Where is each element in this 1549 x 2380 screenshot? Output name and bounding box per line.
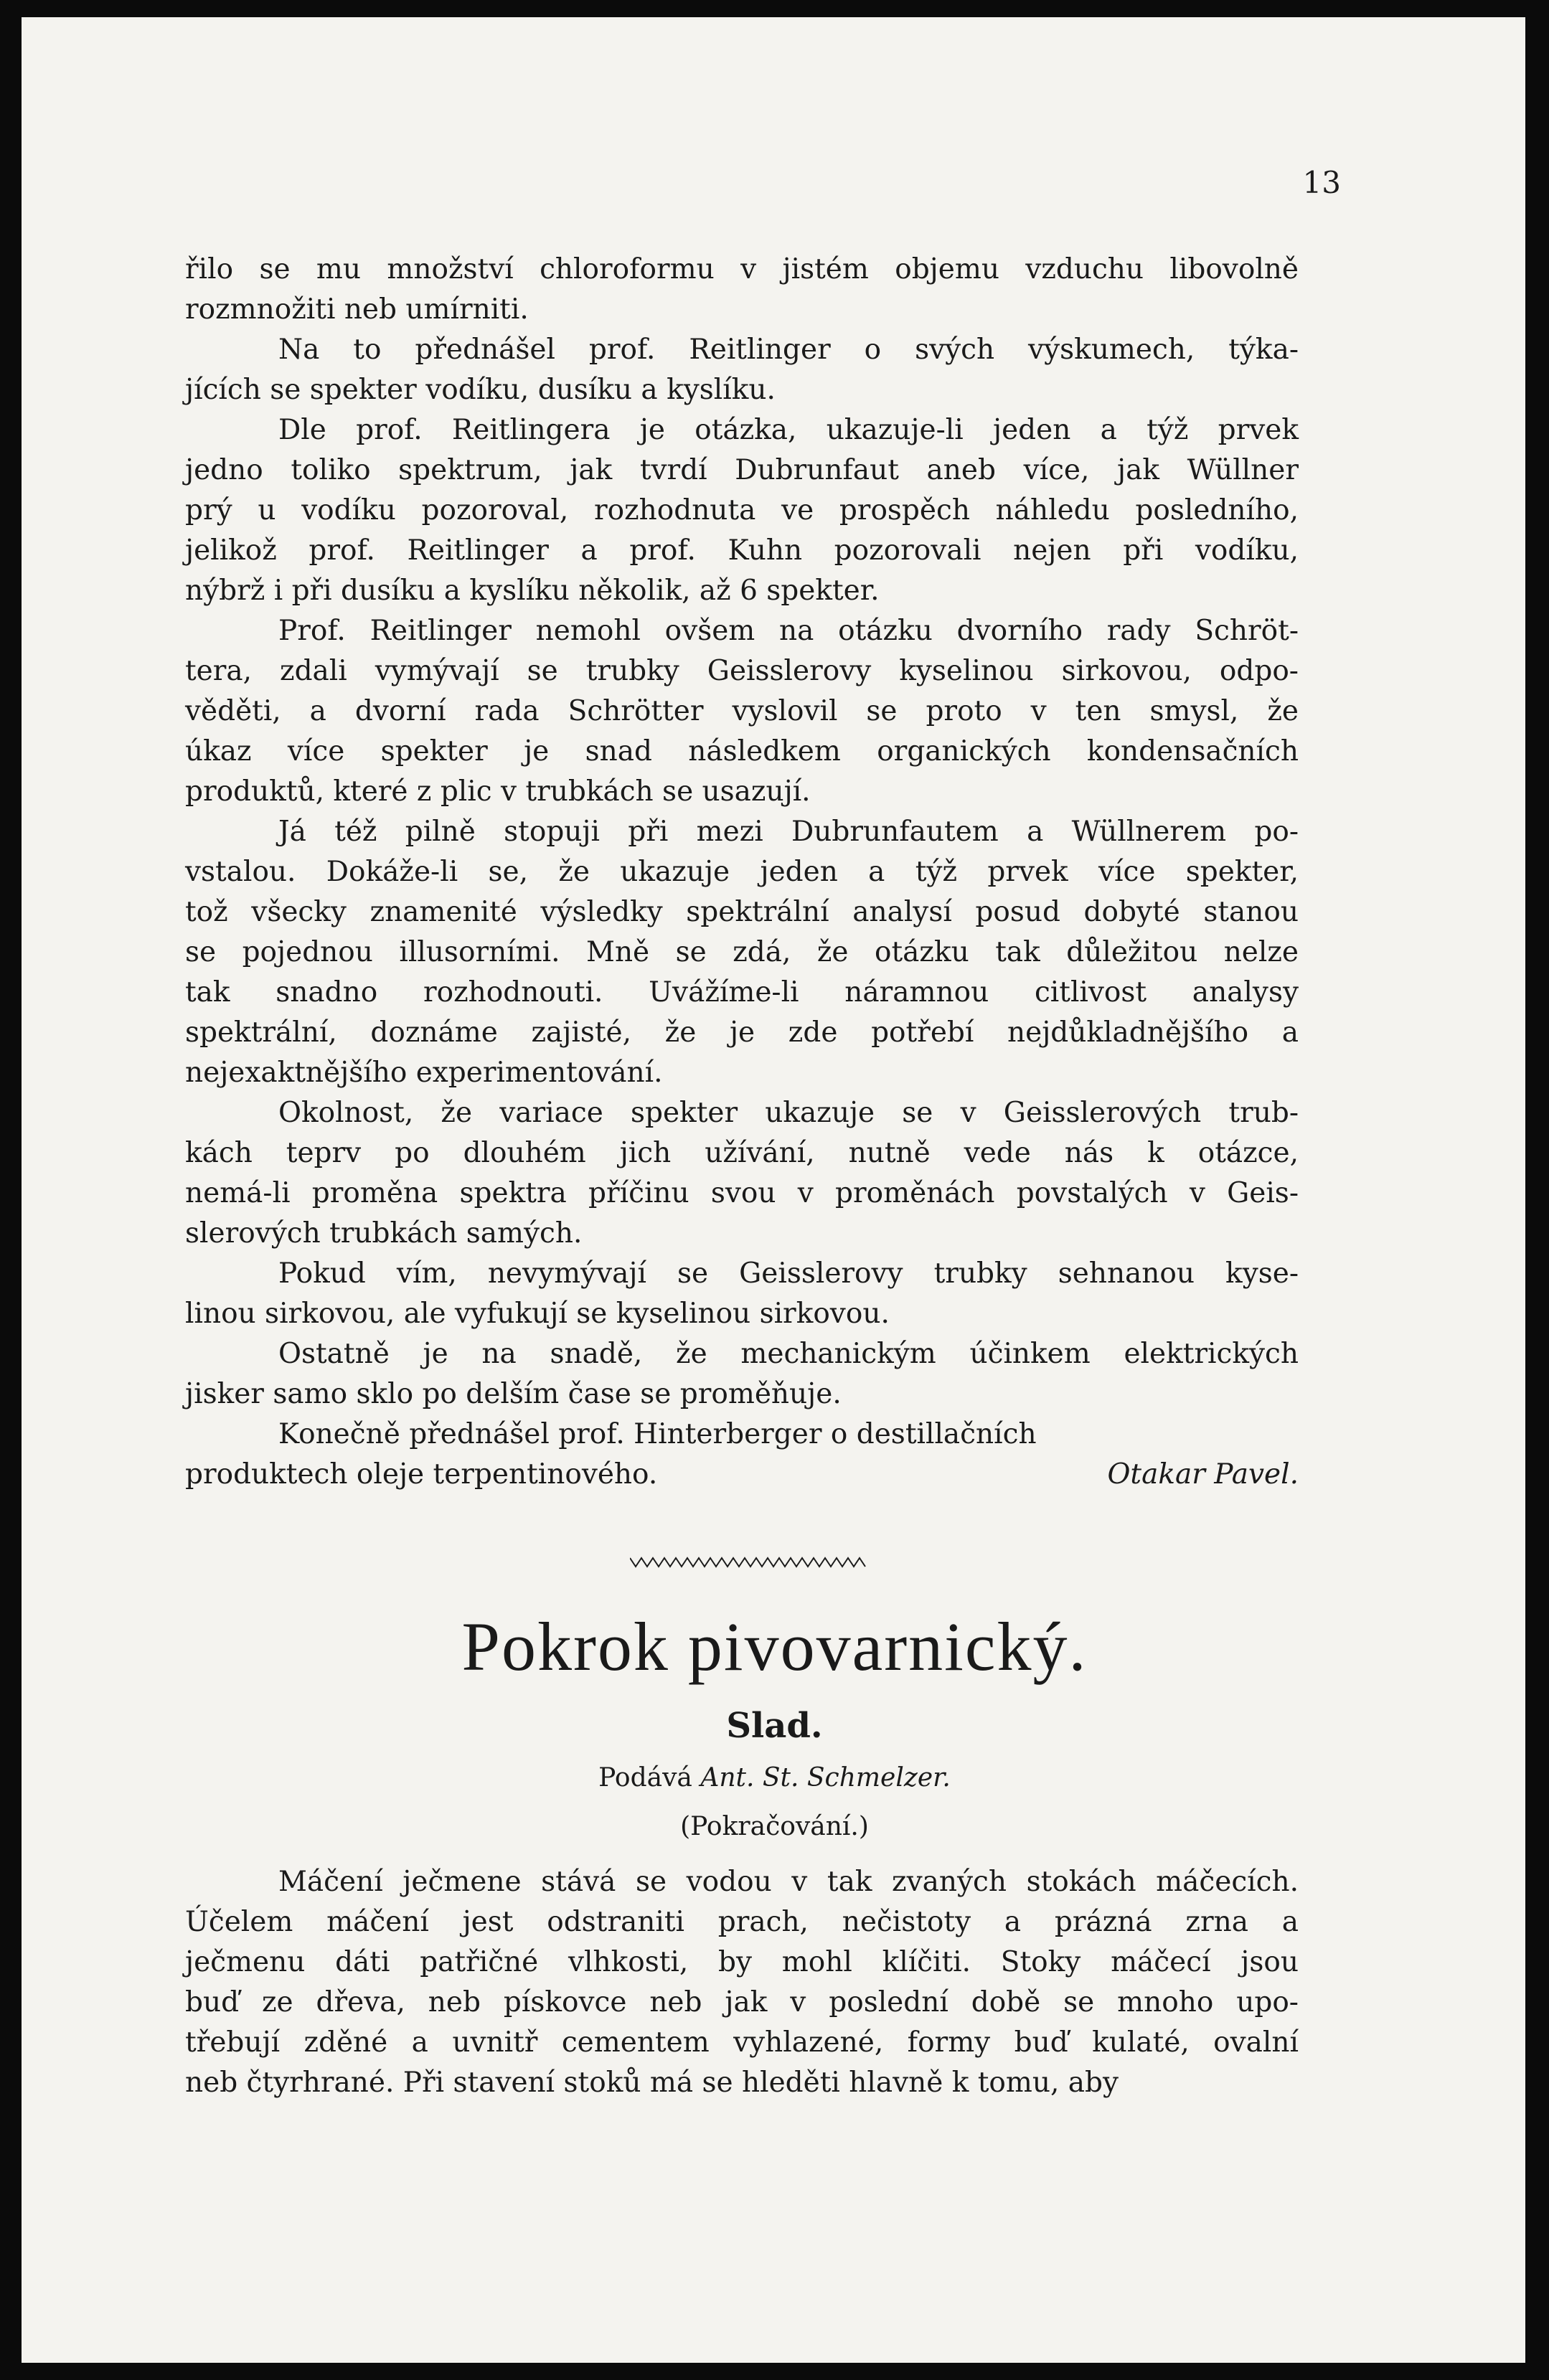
- text-line: buď ze dřeva, neb pískovce neb jak v poslední době se mnoho upo-: [185, 1986, 1299, 2018]
- text-line: jících se spekter vodíku, dusíku a kyslíku.: [185, 374, 776, 406]
- text-line: rozmnožiti neb umírniti.: [185, 293, 529, 326]
- text-line: Okolnost, že variace spekter ukazuje se v Geisslerových trub-: [278, 1097, 1299, 1129]
- text-line: spektrální, doznáme zajisté, že je zde potřebí nejdůkladnějšího a: [185, 1016, 1299, 1049]
- text-line: se pojednou illusorními. Mně se zdá, že otázku tak důležitou nelze: [185, 936, 1299, 968]
- text-line: tak snadno rozhodnouti. Uvážíme-li náramnou citlivost analysy: [185, 976, 1299, 1009]
- text-line: tera, zdali vymývají se trubky Geisslerovy kyselinou sirkovou, odpo-: [185, 655, 1299, 687]
- text-line: Prof. Reitlinger nemohl ovšem na otázku dvorního rady Schröt-: [278, 615, 1299, 647]
- text-line: řilo se mu množství chloroformu v jistém objemu vzduchu libovolně: [185, 253, 1299, 285]
- text-line: kách teprv po dlouhém jich užívání, nutně vede nás k otázce,: [185, 1137, 1299, 1169]
- text-line: Konečně přednášel prof. Hinterberger o destillačních: [278, 1418, 1037, 1450]
- text-line: neb čtyrhrané. Při stavení stoků má se hleděti hlavně k tomu, aby: [185, 2067, 1119, 2099]
- author-signature: Otakar Pavel.: [1107, 1458, 1299, 1491]
- text-line: nejexaktnějšího experimentování.: [185, 1057, 663, 1089]
- text-line: tož všecky znamenité výsledky spektrální analysí posud dobyté stanou: [185, 896, 1299, 928]
- text-line: Na to přednášel prof. Reitlinger o svých výskumech, týka-: [278, 334, 1299, 366]
- article-body: [185, 250, 1299, 1495]
- text-line: ječmenu dáti patřičné vlhkosti, by mohl klíčiti. Stoky máčecí jsou: [185, 1946, 1299, 1978]
- text-line: Máčení ječmene stává se vodou v tak zvaných stokách máčecích.: [278, 1866, 1299, 1898]
- text-line: Účelem máčení jest odstraniti prach, nečistoty a prázná zrna a: [185, 1906, 1299, 1938]
- article2-paragraphs: [185, 1862, 1299, 2103]
- byline: [0, 1763, 1549, 1793]
- text-line: jedno toliko spektrum, jak tvrdí Dubrunfaut aneb více, jak Wüllner: [185, 454, 1299, 486]
- text-line: linou sirkovou, ale vyfukují se kyselinou sirkovou.: [185, 1298, 890, 1330]
- page-number: 13: [1302, 165, 1341, 200]
- byline-prefix: Podává: [598, 1763, 692, 1793]
- text-line: prý u vodíku pozoroval, rozhodnuta ve prospěch náhledu posledního,: [185, 494, 1299, 526]
- text-line: věděti, a dvorní rada Schrötter vyslovil se proto v ten smysl, že: [185, 695, 1299, 727]
- closing-line: [185, 1455, 1299, 1495]
- article2-body: [185, 1862, 1299, 2103]
- text-line: Pokud vím, nevymývají se Geisslerovy trubky sehnanou kyse-: [278, 1257, 1299, 1290]
- text-line: třebují zděné a uvnitř cementem vyhlazené, formy buď kulaté, ovalní: [185, 2026, 1299, 2059]
- text-line: Já též pilně stopuji při mezi Dubrunfautem a Wüllnerem po-: [278, 816, 1299, 848]
- article-subtitle: Slad.: [726, 1706, 823, 1746]
- text-line: nýbrž i při dusíku a kyslíku několik, až 6 spekter.: [185, 575, 880, 607]
- text-line: Ostatně je na snadě, že mechanickým účinkem elektrických: [278, 1338, 1299, 1370]
- text-line: Dle prof. Reitlingera je otázka, ukazuje-li jeden a týž prvek: [278, 414, 1299, 446]
- section-title: Pokrok pivovarnický.: [461, 1608, 1088, 1685]
- wavy-divider: [630, 1555, 867, 1569]
- article1-paragraphs: [185, 250, 1299, 1455]
- closing-text: produktech oleje terpentinového.: [185, 1458, 658, 1491]
- continuation-note: (Pokračování.): [680, 1812, 869, 1841]
- text-line: úkaz více spekter je snad následkem organických kondensačních: [185, 735, 1299, 768]
- text-line: slerových trubkách samých.: [185, 1217, 583, 1250]
- text-line: vstalou. Dokáže-li se, že ukazuje jeden a týž prvek více spekter,: [185, 856, 1299, 888]
- byline-author: Ant. St. Schmelzer.: [700, 1763, 951, 1793]
- text-line: jisker samo sklo po delším čase se proměňuje.: [185, 1378, 842, 1410]
- text-line: jelikož prof. Reitlinger a prof. Kuhn pozorovali nejen při vodíku,: [185, 534, 1299, 567]
- text-line: nemá-li proměna spektra příčinu svou v proměnách povstalých v Geis-: [185, 1177, 1299, 1209]
- text-line: produktů, které z plic v trubkách se usazují.: [185, 775, 811, 808]
